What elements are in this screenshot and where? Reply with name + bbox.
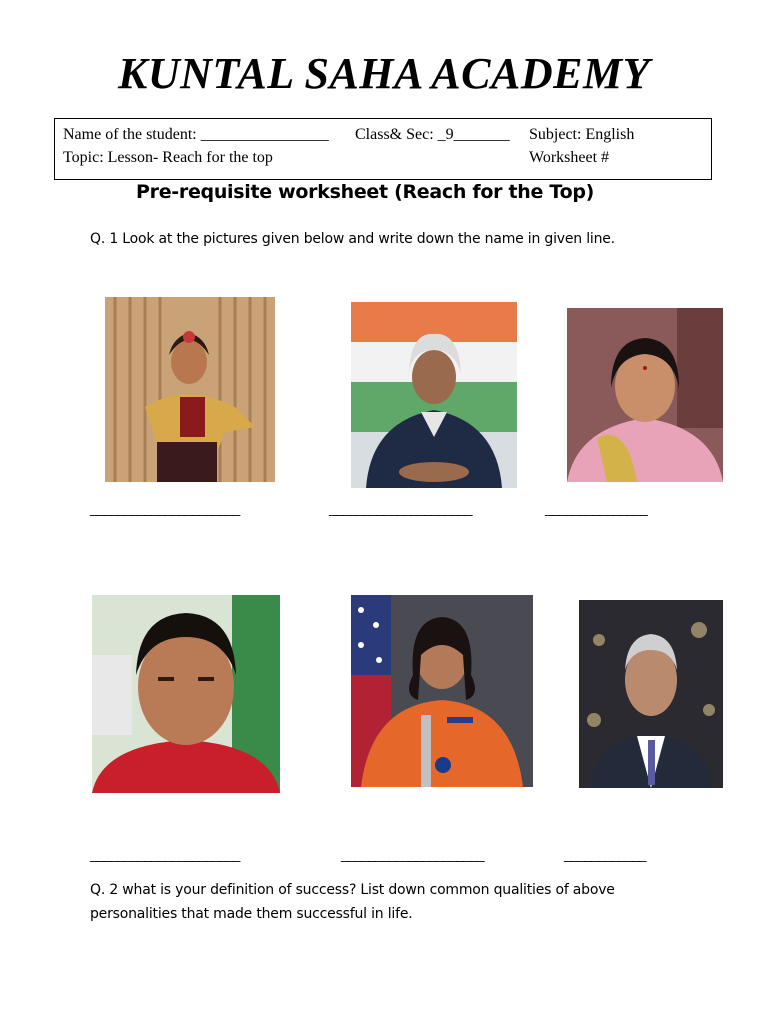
answer-line-5[interactable]: _____________________	[341, 846, 484, 862]
class-section-field: Class& Sec: _9_______	[355, 126, 510, 143]
worksheet-heading: Pre-requisite worksheet (Reach for the Top)	[136, 181, 594, 203]
answer-line-6[interactable]: ____________	[564, 846, 646, 862]
dancer-photo	[105, 297, 275, 482]
answer-line-1[interactable]: ______________________	[90, 500, 240, 516]
question-1: Q. 1 Look at the pictures given below and write down the name in given line.	[90, 231, 615, 247]
answer-line-4[interactable]: ______________________	[90, 846, 240, 862]
subject-field: Subject: English	[529, 126, 635, 143]
student-name-field: Name of the student: ________________	[63, 126, 329, 143]
sachin-photo	[92, 595, 280, 793]
lata-photo	[567, 308, 723, 482]
ratan-tata-photo	[579, 600, 723, 788]
answer-line-3[interactable]: _______________	[545, 500, 647, 516]
academy-title: KUNTAL SAHA ACADEMY	[118, 49, 650, 98]
answer-line-2[interactable]: _____________________	[329, 500, 472, 516]
topic-field: Topic: Lesson- Reach for the top	[63, 149, 273, 166]
kalam-photo	[351, 302, 517, 488]
question-2: Q. 2 what is your definition of success? List down common qualities of above personalities that made them successful in life.	[90, 882, 615, 922]
kalpana-photo	[351, 595, 533, 787]
student-info-box	[54, 118, 712, 180]
worksheet-number-field: Worksheet #	[529, 149, 610, 166]
